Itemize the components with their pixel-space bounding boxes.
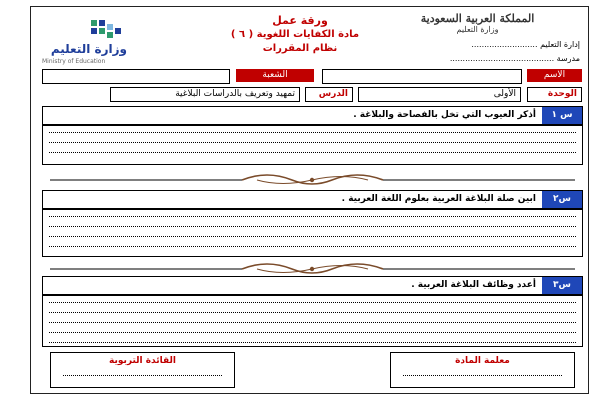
lesson-label-box bbox=[305, 87, 353, 102]
directorate-dots[interactable]: .......................... bbox=[471, 40, 538, 49]
signature-line bbox=[63, 375, 222, 376]
answer-line bbox=[49, 322, 576, 323]
worksheet-title: ورقة عمل bbox=[272, 14, 328, 27]
ornamental-divider bbox=[42, 171, 583, 189]
directorate-label: إدارة التعليم bbox=[540, 40, 580, 49]
answer-line bbox=[49, 236, 576, 237]
teacher-signature-box[interactable] bbox=[390, 352, 575, 388]
answer-line bbox=[49, 302, 576, 303]
school-dots[interactable]: ......................................... bbox=[449, 54, 555, 63]
question-3-header bbox=[42, 276, 583, 295]
leader-label: القائدة التربوية bbox=[109, 356, 176, 366]
question-2-text: ابين صلة البلاغة العربية بعلوم اللغة العربية . bbox=[341, 194, 536, 204]
kingdom-line-1: المملكة العربية السعودية bbox=[420, 12, 535, 25]
answer-line bbox=[49, 142, 576, 143]
lesson-label: الدرس bbox=[318, 89, 348, 99]
unit-label-box bbox=[527, 87, 582, 102]
answer-line bbox=[49, 342, 576, 343]
section-label: الشعبة bbox=[236, 69, 314, 82]
ministry-logo-icon bbox=[89, 18, 123, 44]
question-1-number: س ١ bbox=[542, 107, 582, 124]
name-field[interactable] bbox=[322, 69, 522, 84]
answer-line bbox=[49, 246, 576, 247]
school-label: مدرسة bbox=[556, 54, 580, 63]
question-1-header bbox=[42, 106, 583, 125]
question-3-answer-area[interactable] bbox=[42, 295, 583, 347]
leader-signature-box[interactable] bbox=[50, 352, 235, 388]
section-field[interactable] bbox=[42, 69, 230, 84]
answer-line bbox=[49, 216, 576, 217]
system-title: نظام المقررات bbox=[262, 43, 338, 54]
teacher-label: معلمة المادة bbox=[455, 356, 510, 366]
lesson-field[interactable]: تمهيد وتعريف بالدراسات البلاغية bbox=[110, 87, 300, 102]
kingdom-line-2: وزارة التعليم bbox=[456, 25, 499, 34]
question-2-number: س٢ bbox=[542, 191, 582, 208]
unit-field[interactable]: الأولى bbox=[358, 87, 521, 102]
answer-line bbox=[49, 226, 576, 227]
school-row bbox=[375, 54, 580, 63]
signature-line bbox=[403, 375, 562, 376]
question-2-answer-area[interactable] bbox=[42, 209, 583, 257]
name-label: الاسم bbox=[527, 69, 582, 82]
question-1-answer-area[interactable] bbox=[42, 125, 583, 165]
answer-line bbox=[49, 132, 576, 133]
ministry-logo bbox=[42, 18, 127, 64]
logo-arabic-text: وزارة التعليم bbox=[50, 42, 127, 56]
question-2-header bbox=[42, 190, 583, 209]
question-1-text: أذكر العيوب التي تخل بالفصاحة والبلاغة . bbox=[353, 110, 536, 120]
kingdom-heading bbox=[375, 12, 580, 38]
answer-line bbox=[49, 332, 576, 333]
directorate-row bbox=[375, 40, 580, 49]
subject-title: مادة الكفايات اللغوية ( ٦ ) bbox=[230, 29, 360, 40]
question-3-number: س٣ bbox=[542, 277, 582, 294]
answer-line bbox=[49, 312, 576, 313]
unit-label: الوحدة bbox=[547, 89, 577, 99]
answer-line bbox=[49, 152, 576, 153]
question-3-text: أعدد وظائف البلاغة العربية . bbox=[411, 280, 536, 290]
logo-english-text: Ministry of Education bbox=[42, 58, 106, 65]
